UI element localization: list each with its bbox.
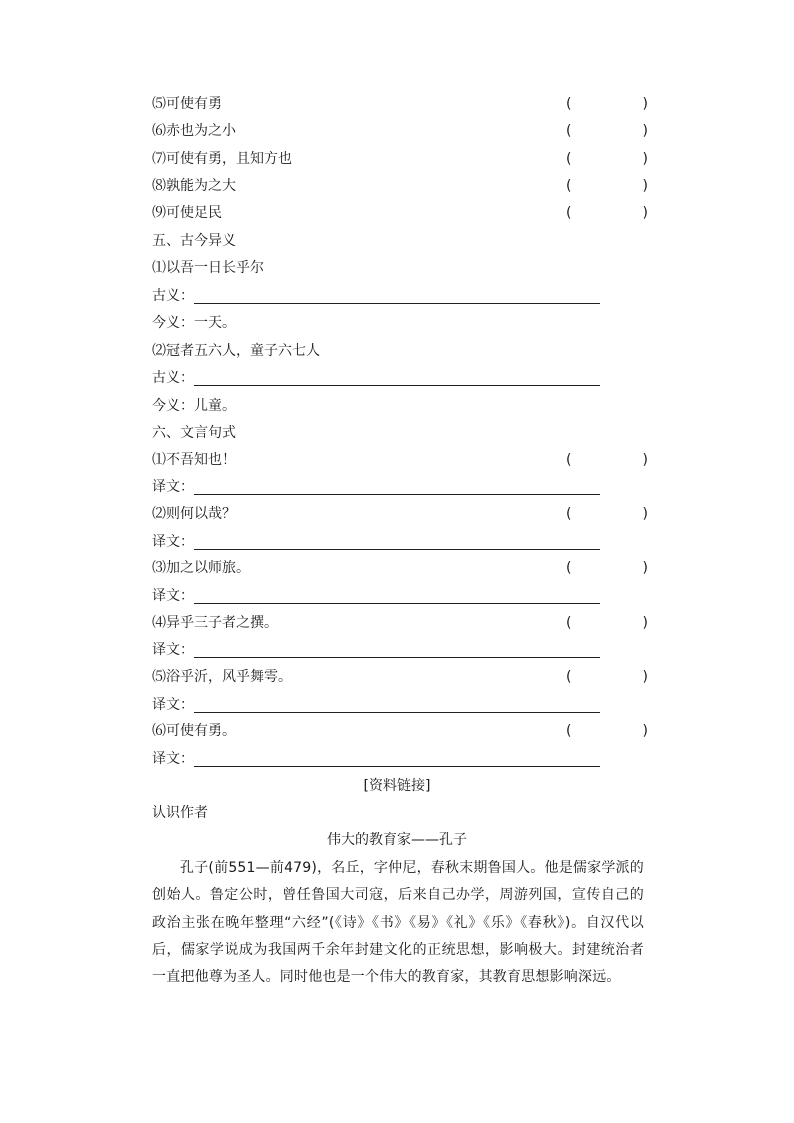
answer-blank[interactable]: ( ) bbox=[566, 669, 648, 685]
translation-line[interactable]: 译文： bbox=[152, 586, 194, 606]
underline bbox=[194, 494, 600, 495]
exercise-item: ⑻孰能为之大 bbox=[152, 178, 236, 194]
translation-line[interactable]: 译文： bbox=[152, 695, 194, 715]
article-body: 孔子(前551—前479)，名丘，字仲尼，春秋末期鲁国人。他是儒家学派的创始人。鲁定公时，曾任鲁国大司寇，后来自己办学，周游列国，宣传自己的政治主张在晚年整理“六经”(《诗》《书》《易》《礼》《乐》《春秋》)。自汉代以后，儒家学说成为我国两千余年封建文化的正统思想，影响极大。封建统治者一直把他尊为圣人。同时他也是一个伟大的教育家，其教育思想影响深远。 bbox=[152, 860, 644, 986]
translation-line[interactable]: 译文： bbox=[152, 640, 194, 660]
exercise-item: ⑹可使有勇。 bbox=[152, 723, 236, 739]
translation-line[interactable]: 译文： bbox=[152, 749, 194, 769]
answer-blank[interactable]: ( ) bbox=[566, 205, 648, 221]
underline bbox=[194, 603, 600, 604]
exercise-item: ⑺可使有勇，且知方也 bbox=[152, 151, 292, 167]
exercise-item: ⑸浴乎沂，风乎舞雩。 bbox=[152, 669, 292, 685]
section-heading: 五、古今异义 bbox=[152, 233, 236, 249]
underline bbox=[194, 303, 600, 304]
answer-blank[interactable]: ( ) bbox=[566, 151, 648, 167]
exercise-item: ⑴以吾一日长乎尔 bbox=[152, 260, 264, 276]
underline bbox=[194, 657, 600, 658]
answer-blank[interactable]: ( ) bbox=[566, 615, 648, 631]
answer-blank[interactable]: ( ) bbox=[566, 560, 648, 576]
article-title: 伟大的教育家——孔子 bbox=[327, 832, 467, 848]
answer-blank[interactable]: ( ) bbox=[566, 123, 648, 139]
answer-blank[interactable]: ( ) bbox=[566, 506, 648, 522]
resource-subheading: 认识作者 bbox=[152, 805, 208, 821]
exercise-item: ⑹赤也为之小 bbox=[152, 123, 236, 139]
section-heading: 六、文言句式 bbox=[152, 425, 236, 441]
answer-blank[interactable]: ( ) bbox=[566, 452, 648, 468]
underline bbox=[194, 549, 600, 550]
answer-blank[interactable]: ( ) bbox=[566, 178, 648, 194]
underline bbox=[194, 766, 600, 767]
answer-line[interactable]: 古义： bbox=[152, 286, 194, 306]
resource-heading: [资料链接] bbox=[363, 778, 431, 794]
exercise-item: ⑷异乎三子者之撰。 bbox=[152, 615, 278, 631]
exercise-item: ⑼可使足民 bbox=[152, 205, 222, 221]
answer-line[interactable]: 古义： bbox=[152, 368, 194, 388]
answer-blank[interactable]: ( ) bbox=[566, 96, 648, 112]
exercise-item: ⑸可使有勇 bbox=[152, 96, 222, 112]
underline bbox=[194, 712, 600, 713]
underline bbox=[194, 385, 600, 386]
translation-line[interactable]: 译文： bbox=[152, 477, 194, 497]
exercise-item: ⑶加之以师旅。 bbox=[152, 560, 250, 576]
exercise-item: ⑵则何以哉？ bbox=[152, 506, 236, 522]
exercise-item: ⑵冠者五六人，童子六七人 bbox=[152, 343, 320, 359]
exercise-item: ⑴不吾知也！ bbox=[152, 452, 236, 468]
translation-line[interactable]: 译文： bbox=[152, 532, 194, 552]
meaning-text: 今义：儿童。 bbox=[152, 398, 236, 414]
meaning-text: 今义：一天。 bbox=[152, 315, 236, 331]
answer-blank[interactable]: ( ) bbox=[566, 723, 648, 739]
